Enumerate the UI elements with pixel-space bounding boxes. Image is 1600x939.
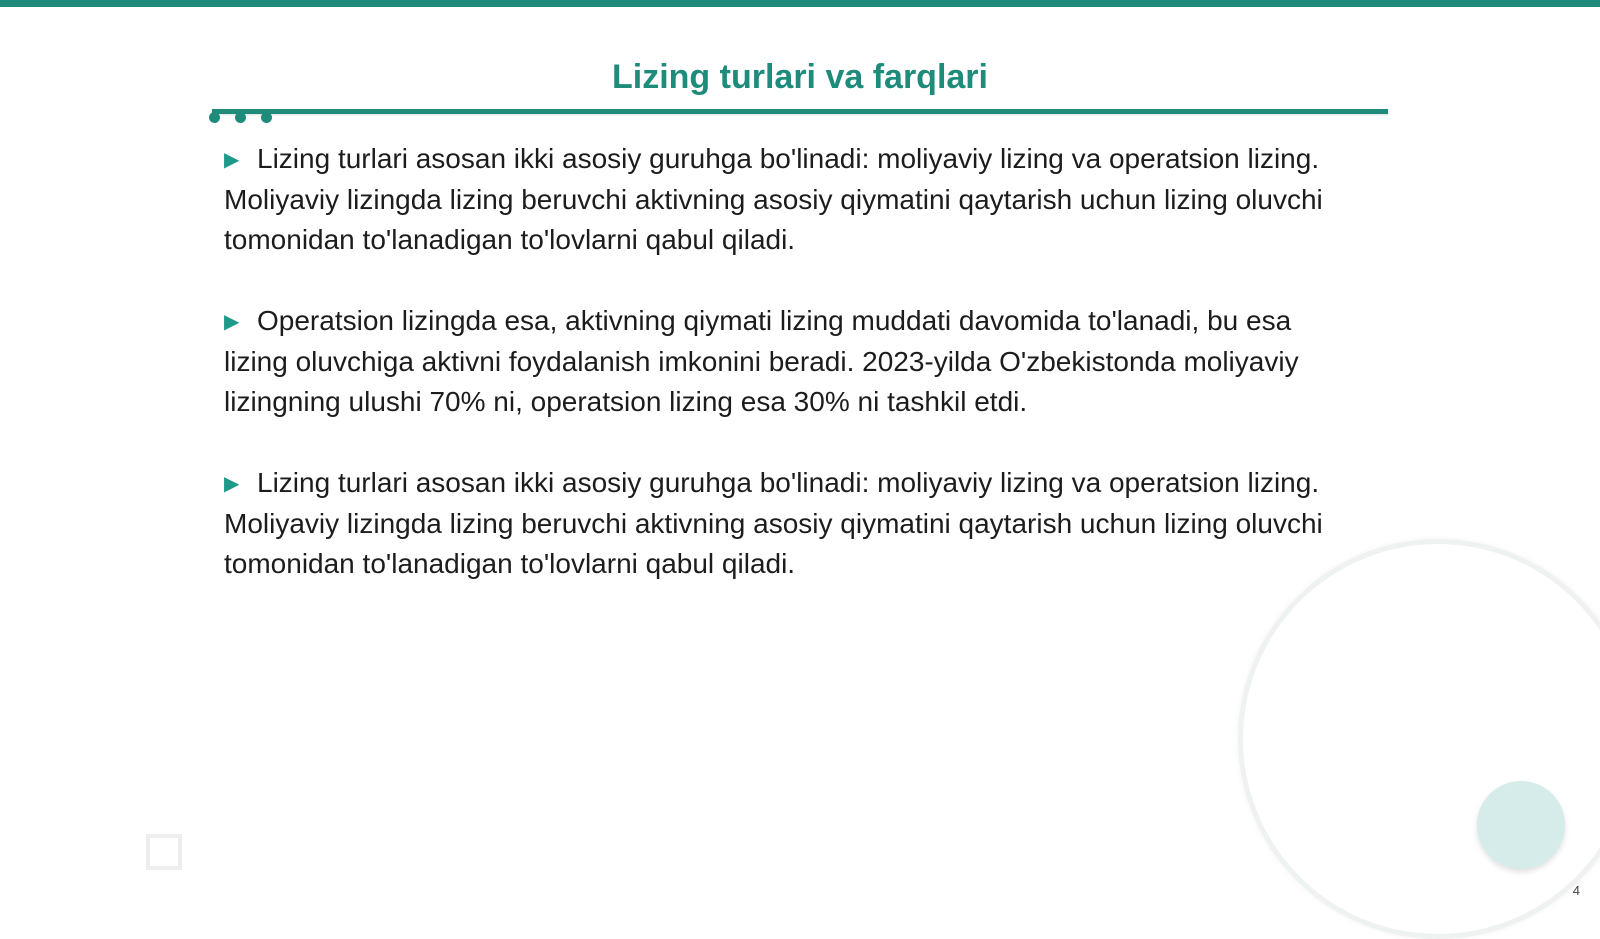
bullet-list xyxy=(224,139,1344,625)
slide-title: Lizing turlari va farqlari xyxy=(612,58,988,96)
bullet-text: Lizing turlari asosan ikki asosiy guruhga bo'linadi: moliyaviy lizing va operatsion lizing. Moliyaviy lizingda lizing beruvchi aktivning asosiy qiymatini qaytarish uchun lizing oluvchi tomonidan to'lanadigan to'lovlarni qabul qiladi. xyxy=(224,143,1323,255)
bullet-item xyxy=(224,139,1344,260)
decorative-disc xyxy=(1477,781,1565,869)
triangle-right-icon: ▶ xyxy=(224,311,240,333)
bullet-item xyxy=(224,463,1344,584)
top-accent-bar xyxy=(0,0,1600,7)
decorative-dot xyxy=(209,112,220,123)
decorative-dot xyxy=(261,112,272,123)
bullet-text: Lizing turlari asosan ikki asosiy guruhga bo'linadi: moliyaviy lizing va operatsion lizing. Moliyaviy lizingda lizing beruvchi aktivning asosiy qiymatini qaytarish uchun lizing oluvchi tomonidan to'lanadigan to'lovlarni qabul qiladi. xyxy=(224,467,1323,579)
triangle-right-icon: ▶ xyxy=(224,149,240,171)
bullet-text: Operatsion lizingda esa, aktivning qiymati lizing muddati davomida to'lanadi, bu esa lizing oluvchiga aktivni foydalanish imkonini beradi. 2023-yilda O'zbekistonda moliyaviy lizingning ulushi 70% ni, operatsion lizing esa 30% ni tashkil etdi. xyxy=(224,305,1299,417)
page-number: 4 xyxy=(1572,883,1580,898)
decorative-square xyxy=(146,834,182,870)
bullet-item xyxy=(224,301,1344,422)
decorative-dot xyxy=(235,112,246,123)
triangle-right-icon: ▶ xyxy=(224,473,240,495)
title-underline xyxy=(212,109,1388,114)
